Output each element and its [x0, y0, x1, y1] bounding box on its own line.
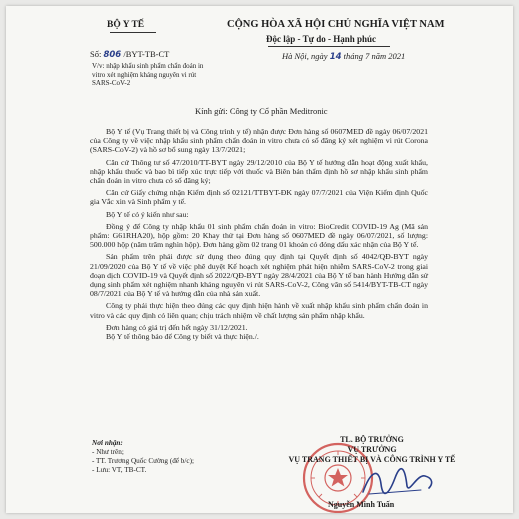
paragraph: Đồng ý để Công ty nhập khẩu 01 sinh phẩm chẩn đoán in vitro: BioCredit COVID-19 Ag (Mã sản phẩm: G61RHA20), hộp gồm: 20 Khay thử tại Đơn hàng số 0607MED đề ngày 06/07/2021, số lượng: 500.000 hộp (năm trăm nghìn hộp). Đơn hàng gồm 02 trang 01 khoản có đóng dấu xác nhận của Bộ Y tế.	[90, 221, 428, 250]
paragraph: Công ty phải thực hiện theo đúng các quy định hiện hành về xuất nhập khẩu sinh phẩm chẩn đoán in vitro và các quy định có liên quan; chịu trách nhiệm về chất lượng sản phẩm nhập khẩu.	[90, 301, 428, 320]
sign-line-1: TL. BỘ TRƯỞNG	[340, 435, 404, 444]
date-prefix: Hà Nội, ngày	[282, 51, 330, 61]
recipient-item: - Như trên;	[92, 448, 124, 456]
national-motto: Độc lập - Tự do - Hạnh phúc	[266, 34, 377, 44]
signature-block	[272, 435, 472, 466]
recipient-item: - TT. Trương Quốc Cường (để b/c);	[92, 457, 194, 465]
paragraph: Đơn hàng có giá trị đến hết ngày 31/12/2021.	[106, 322, 248, 332]
ministry-underline	[110, 32, 156, 33]
date-day-handwritten: 14	[329, 52, 342, 62]
republic-title: CỘNG HÒA XÃ HỘI CHỦ NGHĨA VIỆT NAM	[227, 19, 445, 30]
letter-body	[90, 127, 428, 341]
signer-name: Nguyễn Minh Tuấn	[328, 500, 395, 509]
recipients-block	[92, 439, 242, 475]
motto-underline	[268, 46, 390, 47]
document-subject: V/v: nhập khẩu sinh phẩm chẩn đoán in vitro xét nghiệm kháng nguyên vi rút SARS-CoV-2	[92, 62, 204, 88]
doc-no-prefix: Số:	[90, 49, 104, 59]
sign-line-3: VỤ TRANG THIẾT BỊ VÀ CÔNG TRÌNH Y TẾ	[288, 455, 456, 465]
recipients-title: Nơi nhận:	[92, 439, 123, 447]
document-page	[6, 6, 513, 513]
date-suffix: tháng 7 năm 2021	[341, 51, 406, 61]
paragraph: Sản phẩm trên phải được sử dụng theo đúng quy định tại Quyết định số 4042/QĐ-BYT ngày 21/09/2020 của Bộ Y tế về việc phê duyệt Kế hoạch xét nghiệm phát hiện nhiễm SARS-CoV-2 trong giai đoạn dịch COVID-19 và Quyết định số 2022/QĐ-BYT ngày 28/4/2021 của Bộ Y tế ban hành Hướng dẫn sử dụng sinh phẩm xét nghiệm nhanh kháng nguyên vi rút SARS-CoV-2, Công văn số 5414/BYT-TB-CT ngày 08/7/2021 của Bộ Y tế và hướng dẫn của nhà sản xuất.	[90, 252, 428, 299]
paragraph: Căn cứ Giấy chứng nhận Kiểm định số 02121/TTBYT-ĐK ngày 07/7/2021 của Viện Kiểm định Quốc gia Vắc xin và Sinh phẩm y tế.	[90, 188, 428, 207]
paragraph: Bộ Y tế thông báo để Công ty biết và thực hiện./.	[106, 332, 259, 342]
paragraph: Bộ Y tế có ý kiến như sau:	[106, 209, 189, 219]
doc-no-suffix: /BYT-TB-CT	[121, 49, 170, 59]
handwritten-signature	[359, 464, 437, 500]
sign-line-2: VỤ TRƯỞNG	[347, 445, 397, 455]
document-number	[90, 49, 169, 60]
paragraph: Căn cứ Thông tư số 47/2010/TT-BYT ngày 29/12/2010 của Bộ Y tế hướng dẫn hoạt động xuất khẩu, nhập khẩu thuốc và bao bì tiếp xúc trực tiếp với thuốc và Biên bản thẩm định hồ sơ nhập khẩu sinh phẩm chẩn đoán in vitro chưa có số đăng ký;	[90, 157, 428, 186]
doc-no-handwritten: 806	[103, 50, 122, 60]
salutation: Kính gửi: Công ty Cổ phần Meditronic	[195, 106, 328, 116]
date-line	[282, 51, 405, 62]
recipient-item: - Lưu: VT, TB-CT.	[92, 466, 147, 474]
issuing-ministry: BỘ Y TẾ	[107, 20, 145, 30]
paragraph: Bộ Y tế (Vụ Trang thiết bị và Công trình y tế) nhận được Đơn hàng số 0607MED đề ngày 06/07/2021 của Công ty về việc nhập khẩu sinh phẩm chẩn đoán in vitro chưa có số đăng ký xét nghiệm vi rút Corona (SARS-CoV-2) và hồ sơ bổ sung ngày 13/7/2021;	[90, 127, 428, 155]
